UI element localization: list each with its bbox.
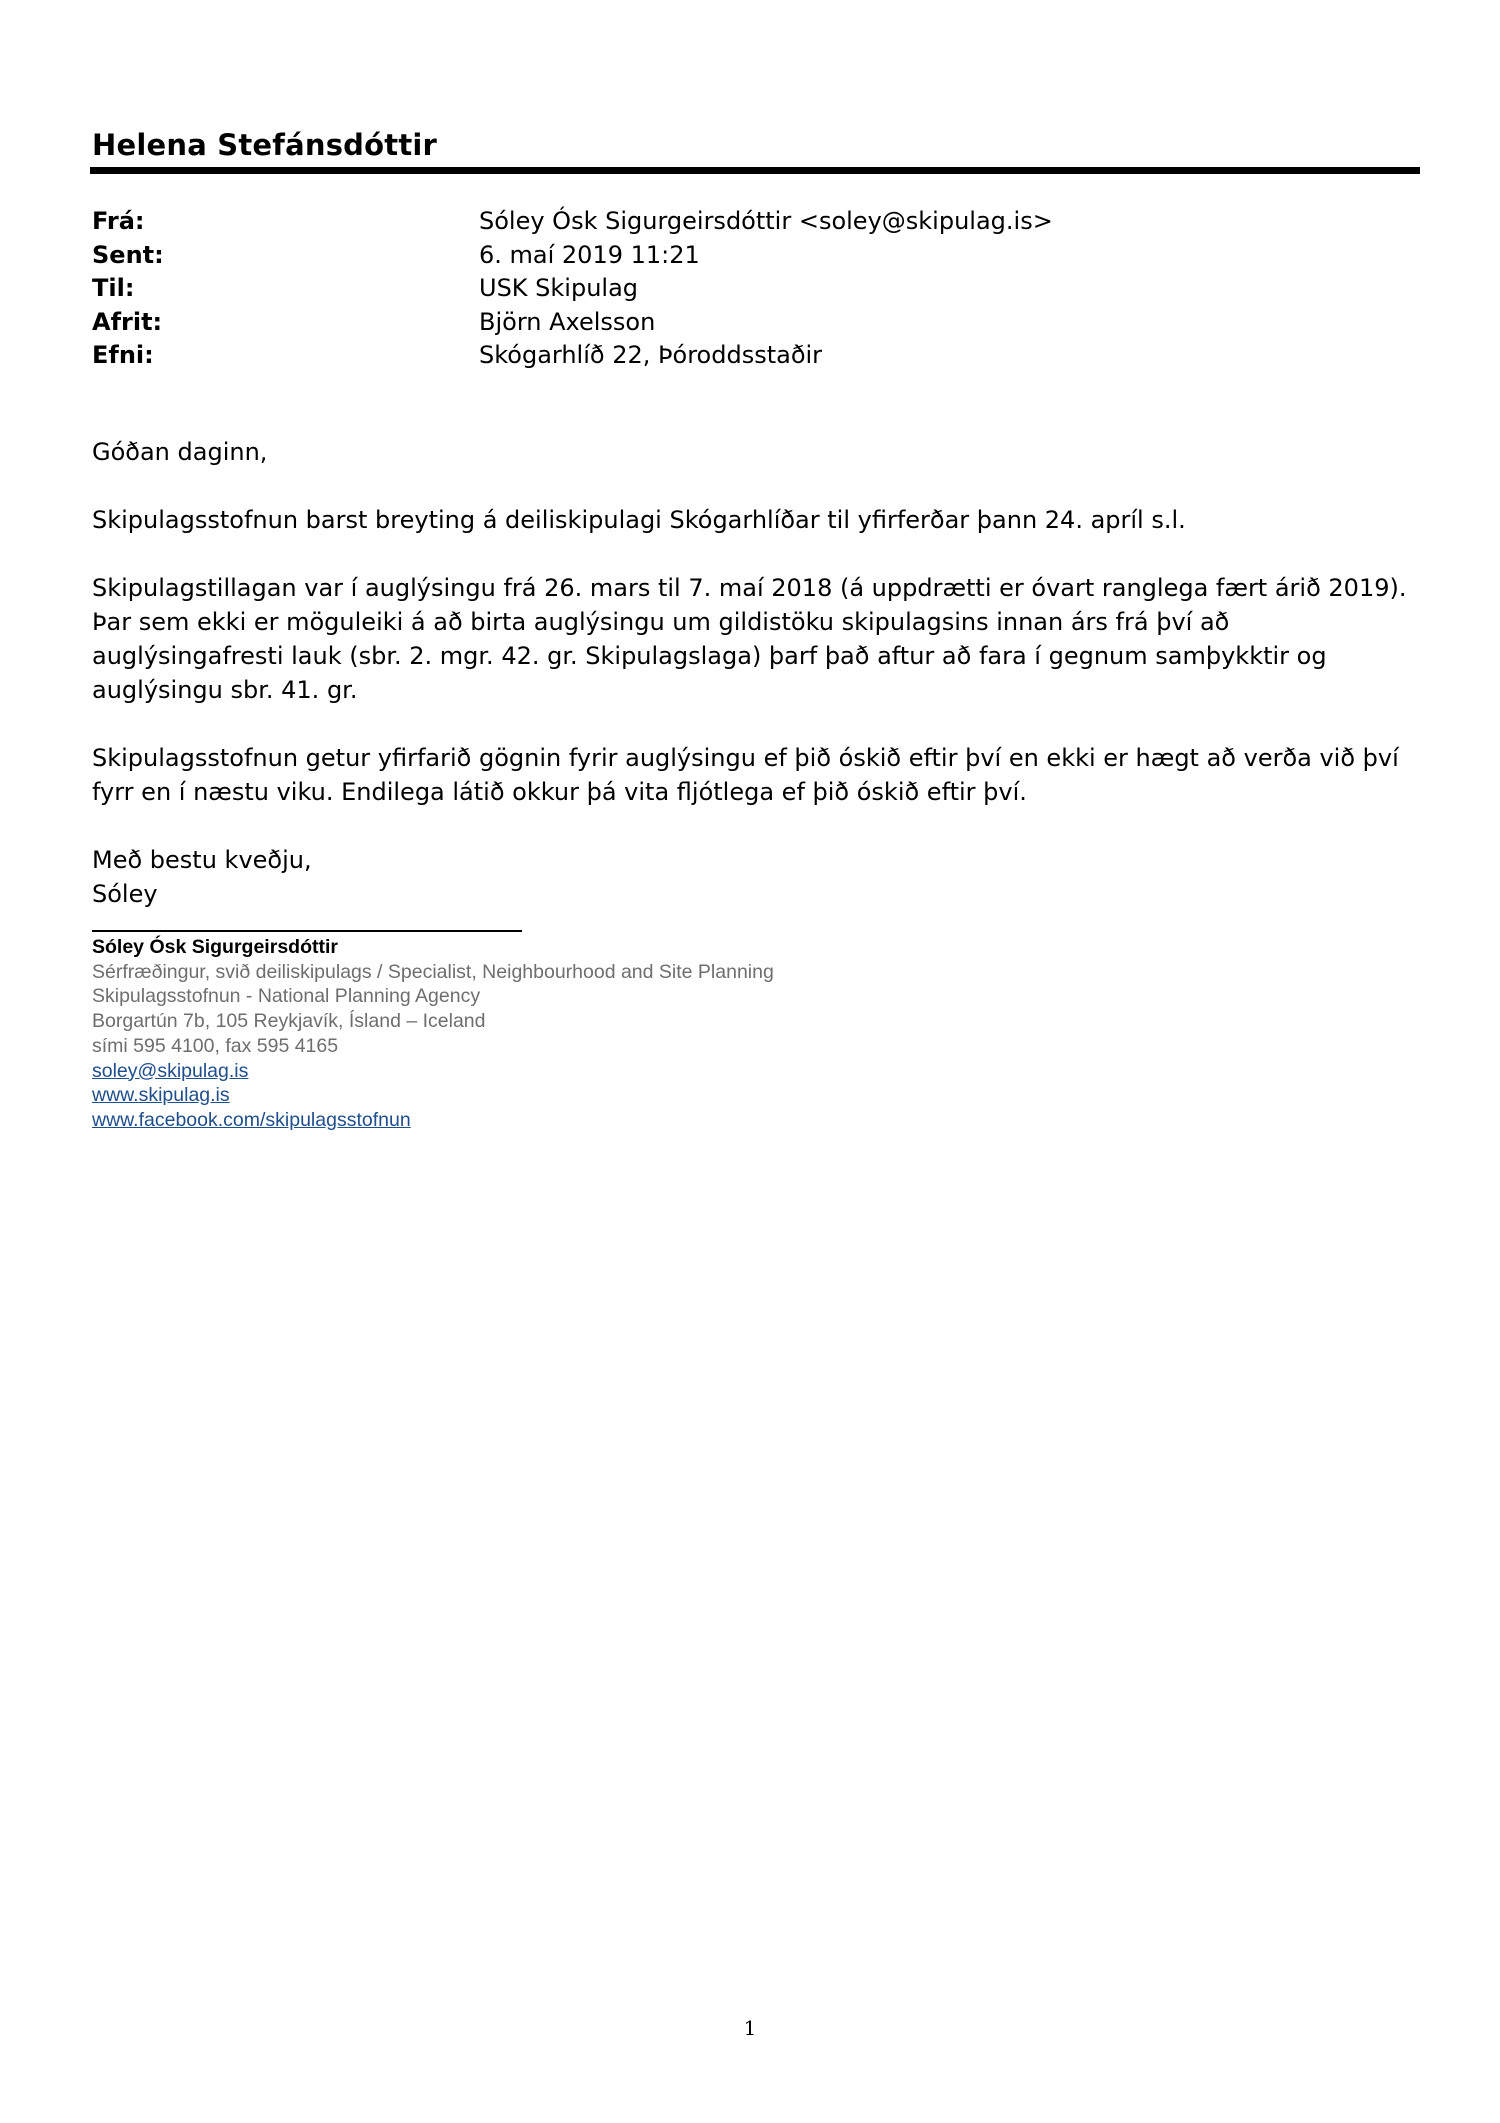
- sender-first-name: Sóley: [92, 880, 158, 908]
- greeting: Góðan daginn,: [92, 438, 268, 466]
- email-body: [92, 435, 1422, 911]
- email-signature: [92, 935, 774, 1133]
- cc-row: [92, 306, 1422, 340]
- signature-divider: [92, 930, 522, 932]
- signature-website-link[interactable]: www.skipulag.is: [92, 1084, 230, 1107]
- cc-label: Afrit:: [92, 307, 163, 336]
- sent-value: 6. maí 2019 11:21: [479, 240, 700, 269]
- header-divider: [90, 167, 1420, 174]
- from-value: Sóley Ósk Sigurgeirsdóttir <soley@skipulag.is>: [479, 207, 1053, 235]
- signature-address: Borgartún 7b, 105 Reykjavík, Ísland – Iceland: [92, 1010, 486, 1033]
- subject-row: [92, 339, 1422, 373]
- body-paragraph: Skipulagstillagan var í auglýsingu frá 26. mars til 7. maí 2018 (á uppdrætti er óvart ranglega fært árið 2019). Þar sem ekki er möguleiki á að birta auglýsingu um gildistöku skipulagsins innan árs frá því að auglýsingafresti lauk (sbr. 2. mgr. 42. gr. Skipulagslaga) þarf það aftur að fara í gegnum samþykktir og auglýsingu sbr. 41. gr.: [92, 574, 1407, 704]
- to-label: Til:: [92, 274, 135, 302]
- page-number: 1: [743, 2016, 757, 2040]
- sent-label: Sent:: [92, 240, 164, 269]
- to-row: [92, 272, 1422, 306]
- signature-title: Sérfræðingur, svið deiliskipulags / Specialist, Neighbourhood and Site Planning: [92, 960, 774, 983]
- sent-row: [92, 239, 1422, 273]
- signature-phone: sími 595 4100, fax 595 4165: [92, 1034, 339, 1057]
- body-paragraph: Skipulagsstofnun getur yfirfarið gögnin fyrir auglýsingu ef þið óskið eftir því en ekki er hægt að verða við því fyrr en í næstu viku. Endilega látið okkur þá vita fljótlega ef þið óskið eftir því.: [92, 744, 1399, 806]
- cc-value: Björn Axelsson: [479, 307, 656, 336]
- email-header-fields: [92, 205, 1422, 373]
- mailbox-owner-name: Helena Stefánsdóttir: [92, 128, 438, 162]
- from-label: Frá:: [92, 207, 145, 235]
- body-paragraph: Skipulagsstofnun barst breyting á deiliskipulagi Skógarhlíðar til yfirferðar þann 24. apríl s.l.: [92, 506, 1186, 534]
- signature-organization: Skipulagsstofnun - National Planning Agency: [92, 985, 481, 1008]
- signature-name: Sóley Ósk Sigurgeirsdóttir: [92, 936, 338, 958]
- to-value: USK Skipulag: [479, 274, 639, 302]
- subject-label: Efni:: [92, 341, 154, 369]
- signature-email-link[interactable]: soley@skipulag.is: [92, 1059, 249, 1082]
- from-row: [92, 205, 1422, 239]
- closing: [92, 843, 1422, 911]
- subject-value: Skógarhlíð 22, Þóroddsstaðir: [479, 341, 823, 369]
- closing-line: Með bestu kveðju,: [92, 846, 312, 874]
- signature-facebook-link[interactable]: www.facebook.com/skipulagsstofnun: [92, 1108, 411, 1131]
